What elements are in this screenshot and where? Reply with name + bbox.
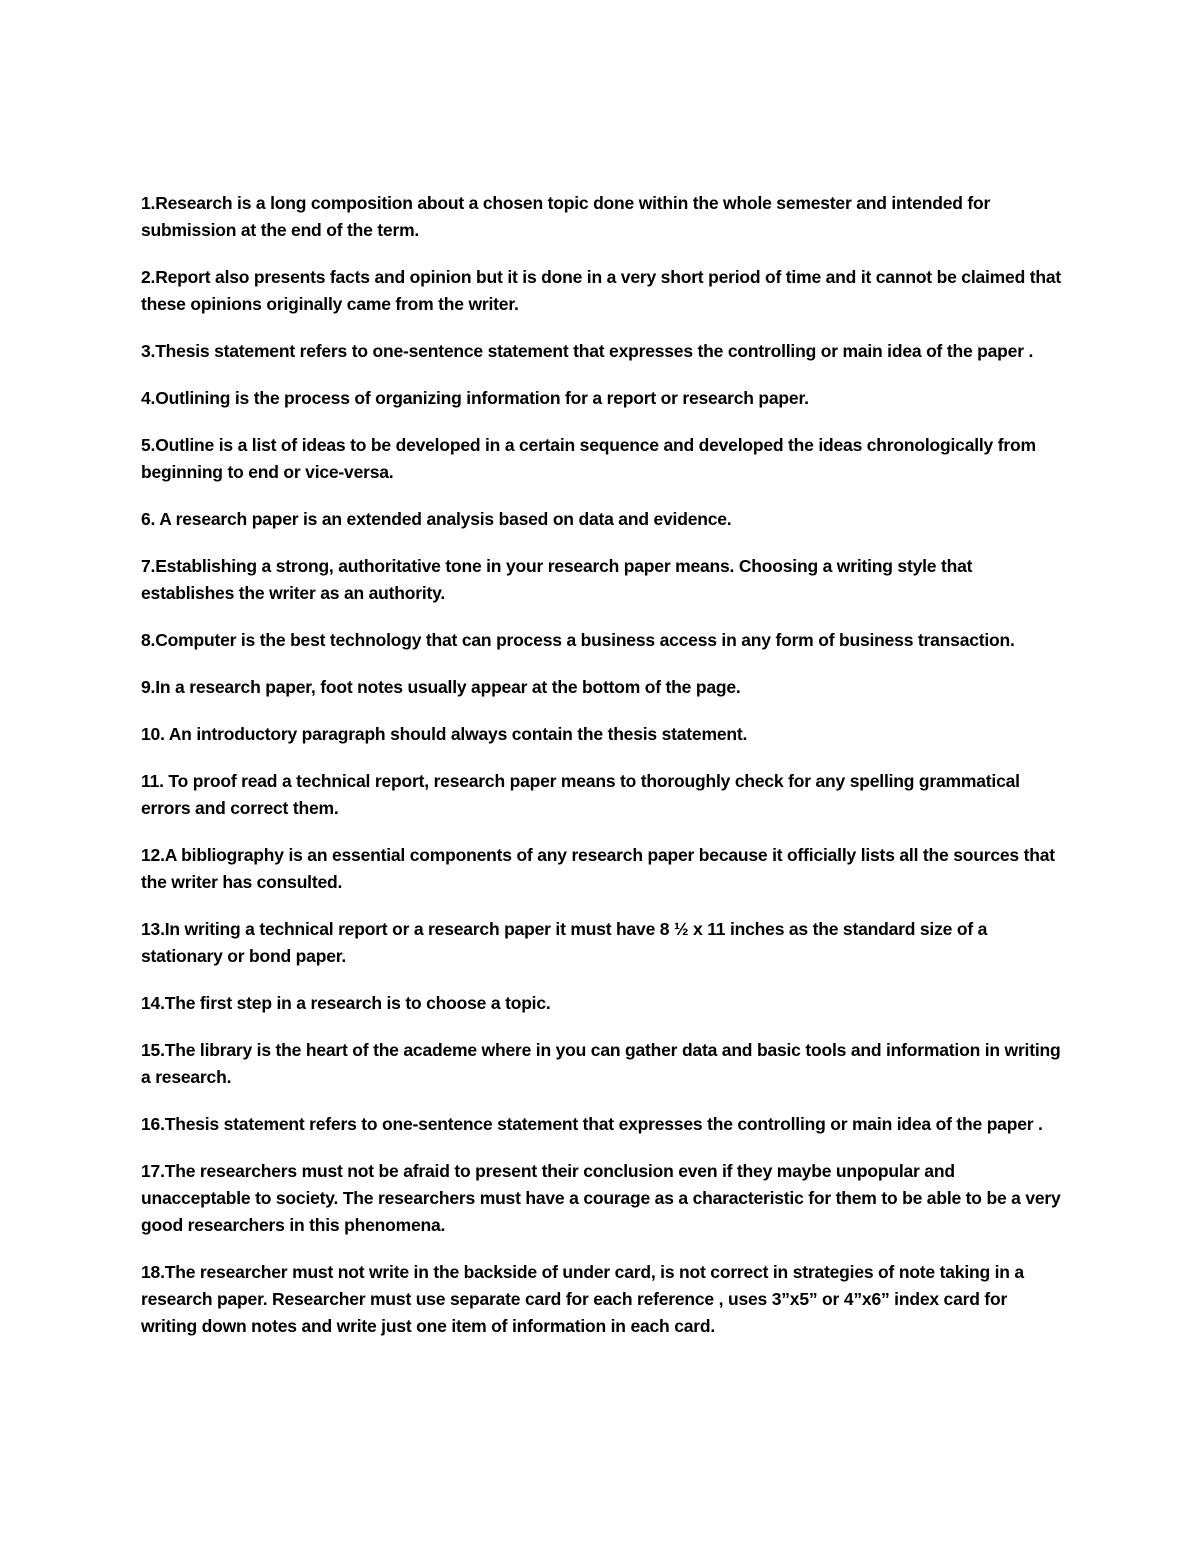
statement-item-11: 11. To proof read a technical report, research paper means to thoroughly check for any spelling grammatical errors and correct them. — [141, 771, 1020, 818]
statement-item-6: 6. A research paper is an extended analysis based on data and evidence. — [141, 509, 732, 529]
statement-item-16: 16.Thesis statement refers to one-sentence statement that expresses the controlling or main idea of the paper . — [141, 1114, 1043, 1134]
statement-item-3: 3.Thesis statement refers to one-sentence statement that expresses the controlling or main idea of the paper . — [141, 341, 1034, 361]
statement-item-13: 13.In writing a technical report or a research paper it must have 8 ½ x 11 inches as the standard size of a stationary or bond paper. — [141, 919, 988, 966]
statement-item-17: 17.The researchers must not be afraid to present their conclusion even if they maybe unpopular and unacceptable to society. The researchers must have a courage as a characteristic for them to be able to be a very good researchers in this phenomena. — [141, 1161, 1061, 1235]
statement-item-15: 15.The library is the heart of the academe where in you can gather data and basic tools and information in writing a research. — [141, 1040, 1061, 1087]
document-body — [141, 190, 1066, 1360]
statement-item-18: 18.The researcher must not write in the backside of under card, is not correct in strategies of note taking in a research paper. Researcher must use separate card for each reference , uses 3”x5” or 4”x6” index card for writing down notes and write just one item of information in each card. — [141, 1262, 1024, 1336]
statement-item-2: 2.Report also presents facts and opinion but it is done in a very short period of time and it cannot be claimed that these opinions originally came from the writer. — [141, 267, 1061, 314]
statement-item-8: 8.Computer is the best technology that can process a business access in any form of business transaction. — [141, 630, 1015, 650]
statement-item-10: 10. An introductory paragraph should always contain the thesis statement. — [141, 724, 748, 744]
statement-item-4: 4.Outlining is the process of organizing information for a report or research paper. — [141, 388, 809, 408]
statement-item-12: 12.A bibliography is an essential components of any research paper because it officially lists all the sources that the writer has consulted. — [141, 845, 1055, 892]
statement-item-1: 1.Research is a long composition about a chosen topic done within the whole semester and intended for submission at the end of the term. — [141, 193, 991, 240]
statement-item-9: 9.In a research paper, foot notes usually appear at the bottom of the page. — [141, 677, 741, 697]
statement-item-7: 7.Establishing a strong, authoritative tone in your research paper means. Choosing a writing style that establishes the writer as an authority. — [141, 556, 973, 603]
statement-item-14: 14.The first step in a research is to choose a topic. — [141, 993, 551, 1013]
statement-item-5: 5.Outline is a list of ideas to be developed in a certain sequence and developed the ideas chronologically from beginning to end or vice-versa. — [141, 435, 1036, 482]
